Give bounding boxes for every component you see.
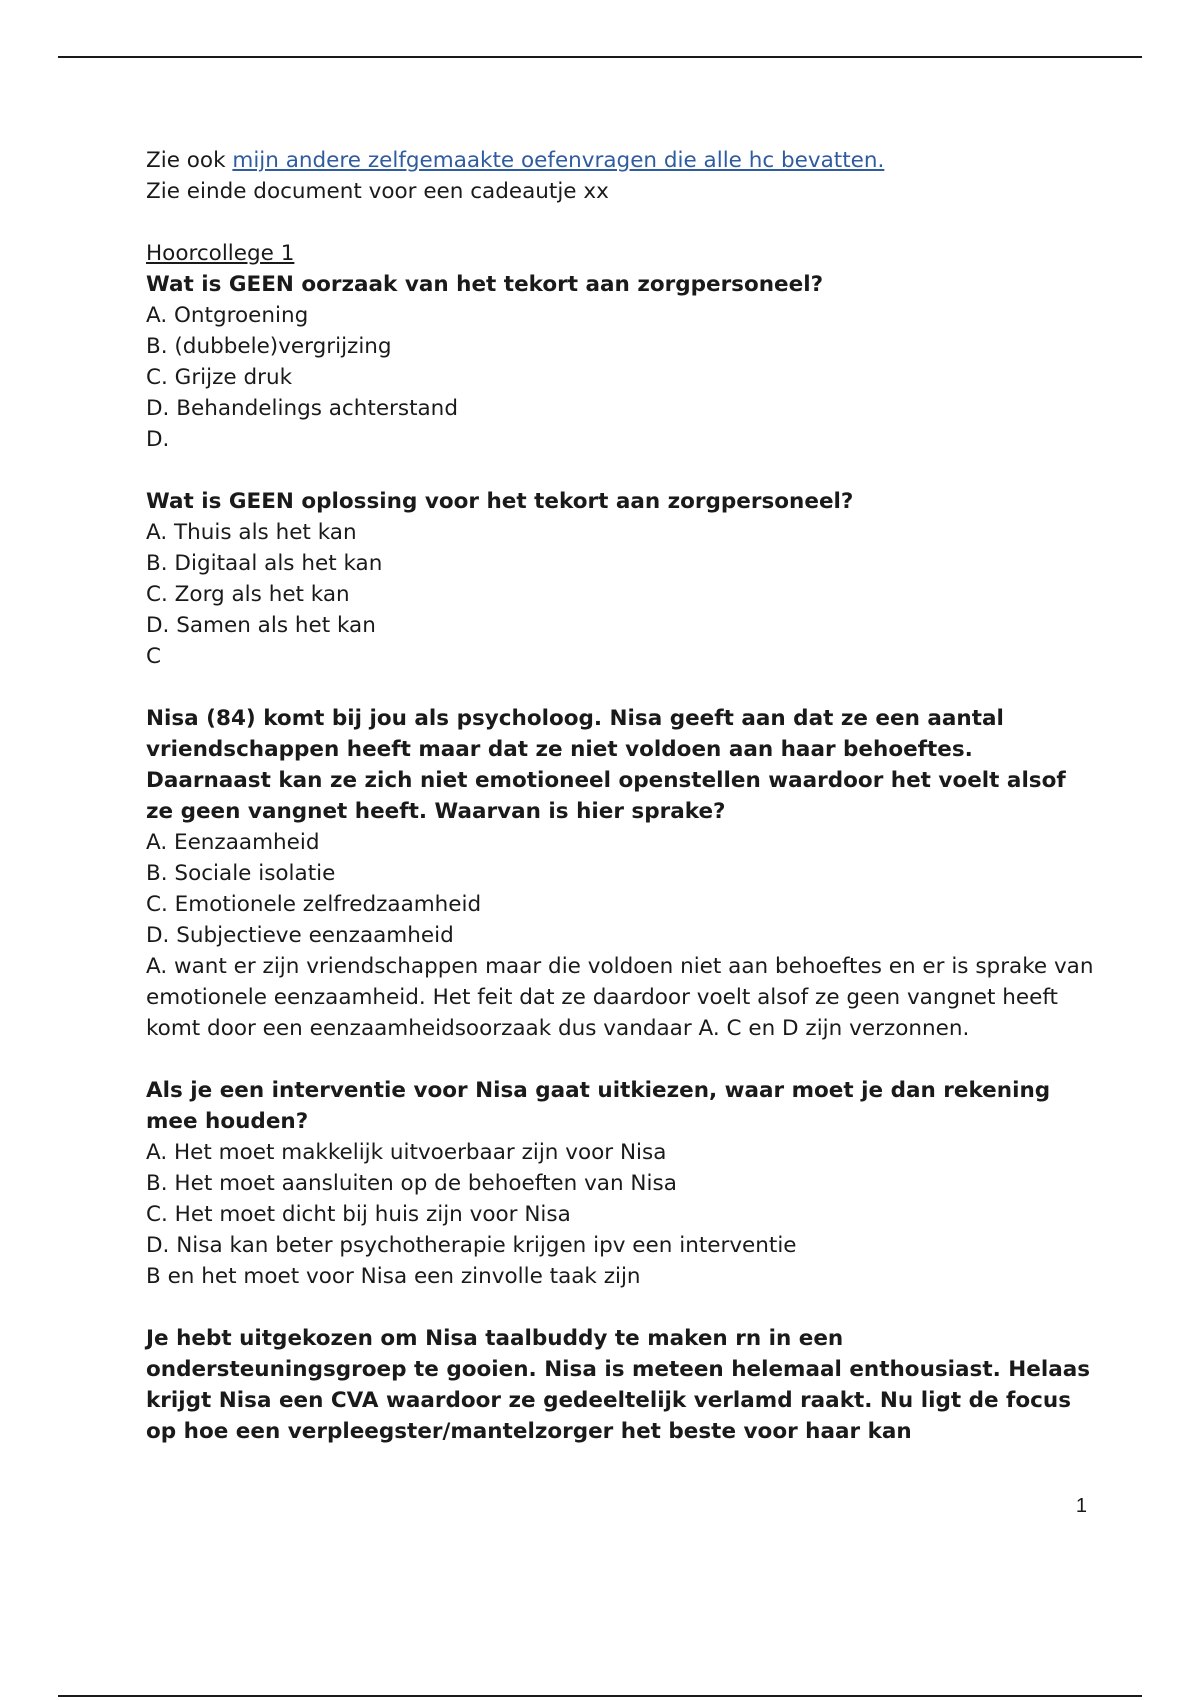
option: D. Behandelings achterstand <box>146 396 458 421</box>
question-block <box>146 269 1096 455</box>
question-text: Wat is GEEN oorzaak van het tekort aan zorgpersoneel? <box>146 272 824 297</box>
question-text: Nisa (84) komt bij jou als psycholoog. Nisa geeft aan dat ze een aantal vriendschappen heeft maar dat ze niet voldoen aan haar behoeftes. Daarnaast kan ze zich niet emotioneel openstellen waardoor het voelt alsof ze geen vangnet heeft. Waarvan is hier sprake? <box>146 706 1066 824</box>
see-also-prefix: Zie ook <box>146 148 226 173</box>
section-heading: Hoorcollege 1 <box>146 241 295 266</box>
option: C. Grijze druk <box>146 365 293 390</box>
other-questions-link[interactable]: mijn andere zelfgemaakte oefenvragen die alle hc bevatten. <box>232 148 885 173</box>
option: C. Het moet dicht bij huis zijn voor Nisa <box>146 1202 571 1227</box>
option: A. Eenzaamheid <box>146 830 320 855</box>
gift-note: Zie einde document voor een cadeautje xx <box>146 179 609 204</box>
option: B. Het moet aansluiten op de behoeften van Nisa <box>146 1171 677 1196</box>
question-block <box>146 1323 1096 1447</box>
option: C. Emotionele zelfredzaamheid <box>146 892 482 917</box>
question-block <box>146 703 1096 1044</box>
question-text: Je hebt uitgekozen om Nisa taalbuddy te maken rn in een ondersteuningsgroep te gooien. Nisa is meteen helemaal enthousiast. Helaas krijgt Nisa een CVA waardoor ze gedeeltelijk verlamd raakt. Nu ligt de focus op hoe een verpleegster/mantelzorger het beste voor haar kan <box>146 1326 1091 1444</box>
option: D. Samen als het kan <box>146 613 376 638</box>
answer: B en het moet voor Nisa een zinvolle taak zijn <box>146 1264 641 1289</box>
option: C. Zorg als het kan <box>146 582 350 607</box>
see-also-line <box>146 145 1096 176</box>
question-text: Wat is GEEN oplossing voor het tekort aan zorgpersoneel? <box>146 489 854 514</box>
page-number: 1 <box>1075 1495 1087 1517</box>
option: D. Subjectieve eenzaamheid <box>146 923 454 948</box>
answer: A. want er zijn vriendschappen maar die voldoen niet aan behoeftes en er is sprake van emotionele eenzaamheid. Het feit dat ze daardoor voelt alsof ze geen vangnet heeft komt door een eenzaamheidsoorzaak dus vandaar A. C en D zijn verzonnen. <box>146 954 1094 1041</box>
answer: C <box>146 644 162 669</box>
footer-rule <box>58 1695 1142 1697</box>
option: B. Digitaal als het kan <box>146 551 383 576</box>
option: B. (dubbele)vergrijzing <box>146 334 392 359</box>
document-body <box>146 145 1096 1447</box>
header-rule <box>58 56 1142 58</box>
option: A. Ontgroening <box>146 303 309 328</box>
answer: D. <box>146 427 170 452</box>
option: B. Sociale isolatie <box>146 861 336 886</box>
question-text: Als je een interventie voor Nisa gaat uitkiezen, waar moet je dan rekening mee houden? <box>146 1078 1051 1134</box>
question-block <box>146 1075 1096 1292</box>
option: A. Het moet makkelijk uitvoerbaar zijn voor Nisa <box>146 1140 667 1165</box>
question-block <box>146 486 1096 672</box>
option: D. Nisa kan beter psychotherapie krijgen ipv een interventie <box>146 1233 797 1258</box>
option: A. Thuis als het kan <box>146 520 357 545</box>
